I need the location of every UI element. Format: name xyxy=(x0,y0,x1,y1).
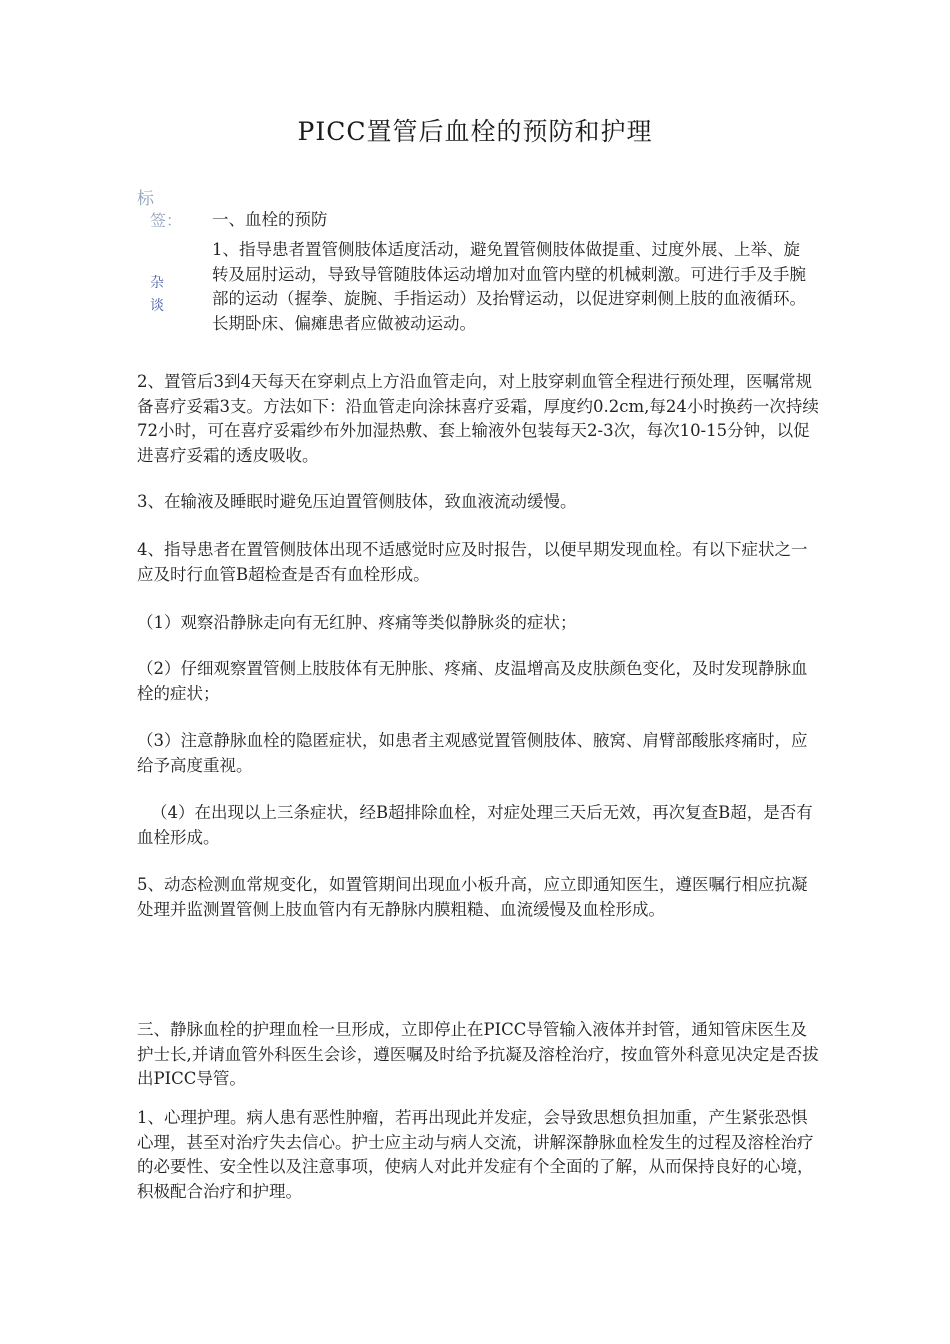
paragraph-item-1: 1、指导患者置管侧肢体适度活动，避免置管侧肢体做提重、过度外展、上举、旋转及屈肘运动，导致导管随肢体运动增加对血管内壁的机械刺激。可进行手及手腕部的运动（握拳、旋腕、手指运动）及抬臂运动，以促进穿刺侧上肢的血液循环。长期卧床、偏瘫患者应做被动运动。 xyxy=(212,240,806,333)
paragraph-item-2: 2、置管后3到4天每天在穿刺点上方沿血管走向，对上肢穿刺血管全程进行预处理，医嘱常规备喜疗妥霜3支。方法如下：沿血管走向涂抹喜疗妥霜，厚度约0.2cm,每24小时换药一次持续72小时，可在喜疗妥霜纱布外加湿热敷、套上输液外包装每天2-3次，每次10-15分钟，以促进喜疗妥霜的透皮吸收。 xyxy=(137,372,819,465)
paragraph-item-4-4: （4）在出现以上三条症状，经B超排除血栓，对症处理三天后无效，再次复查B超，是否有血栓形成。 xyxy=(137,803,813,847)
paragraph-item-5: 5、动态检测血常规变化，如置管期间出现血小板升高，应立即通知医生，遵医嘱行相应抗凝处理并监测置管侧上肢血管内有无静脉内膜粗糙、血流缓慢及血栓形成。 xyxy=(137,875,808,919)
page-title: PICC置管后血栓的预防和护理 xyxy=(297,117,653,146)
category-char-2: 谈 xyxy=(150,298,164,314)
tag-label-colon: 签： xyxy=(150,211,183,230)
paragraph-item-4-3: （3）注意静脉血栓的隐匿症状，如患者主观感觉置管侧肢体、腋窝、肩臂部酸胀疼痛时，应给予高度重视。 xyxy=(137,731,808,775)
paragraph-psych-care: 1、心理护理。病人患有恶性肿瘤，若再出现此并发症，会导致思想负担加重，产生紧张恐惧心理，甚至对治疗失去信心。护士应主动与病人交流，讲解深静脉血栓发生的过程及溶栓治疗的必要性、安全性以及注意事项，使病人对此并发症有个全面的了解，从而保持良好的心境，积极配合治疗和护理。 xyxy=(137,1108,814,1201)
paragraph-item-4-2: （2）仔细观察置管侧上肢肢体有无肿胀、疼痛、皮温增高及皮肤颜色变化，及时发现静脉血栓的症状； xyxy=(137,659,808,703)
paragraph-item-4-1: （1）观察沿静脉走向有无红肿、疼痛等类似静脉炎的症状； xyxy=(137,613,577,632)
category-link[interactable] xyxy=(150,272,164,318)
paragraph-item-3: 3、在输液及睡眠时避免压迫置管侧肢体，致血液流动缓慢。 xyxy=(137,492,577,511)
category-char-1: 杂 xyxy=(150,275,164,291)
paragraph-item-4: 4、指导患者在置管侧肢体出现不适感觉时应及时报告，以便早期发现血栓。有以下症状之一应及时行血管B超检查是否有血栓形成。 xyxy=(137,540,808,584)
section-nursing: 三、静脉血栓的护理血栓一旦形成，立即停止在PICC导管输入液体并封管，通知管床医生及护士长,并请血管外科医生会诊，遵医嘱及时给予抗凝及溶栓治疗，按血管外科意见决定是否拔出PICC导管。 xyxy=(137,1020,819,1088)
section-heading-prevention: 一、血栓的预防 xyxy=(212,210,328,229)
tag-label: 标 xyxy=(137,189,154,209)
